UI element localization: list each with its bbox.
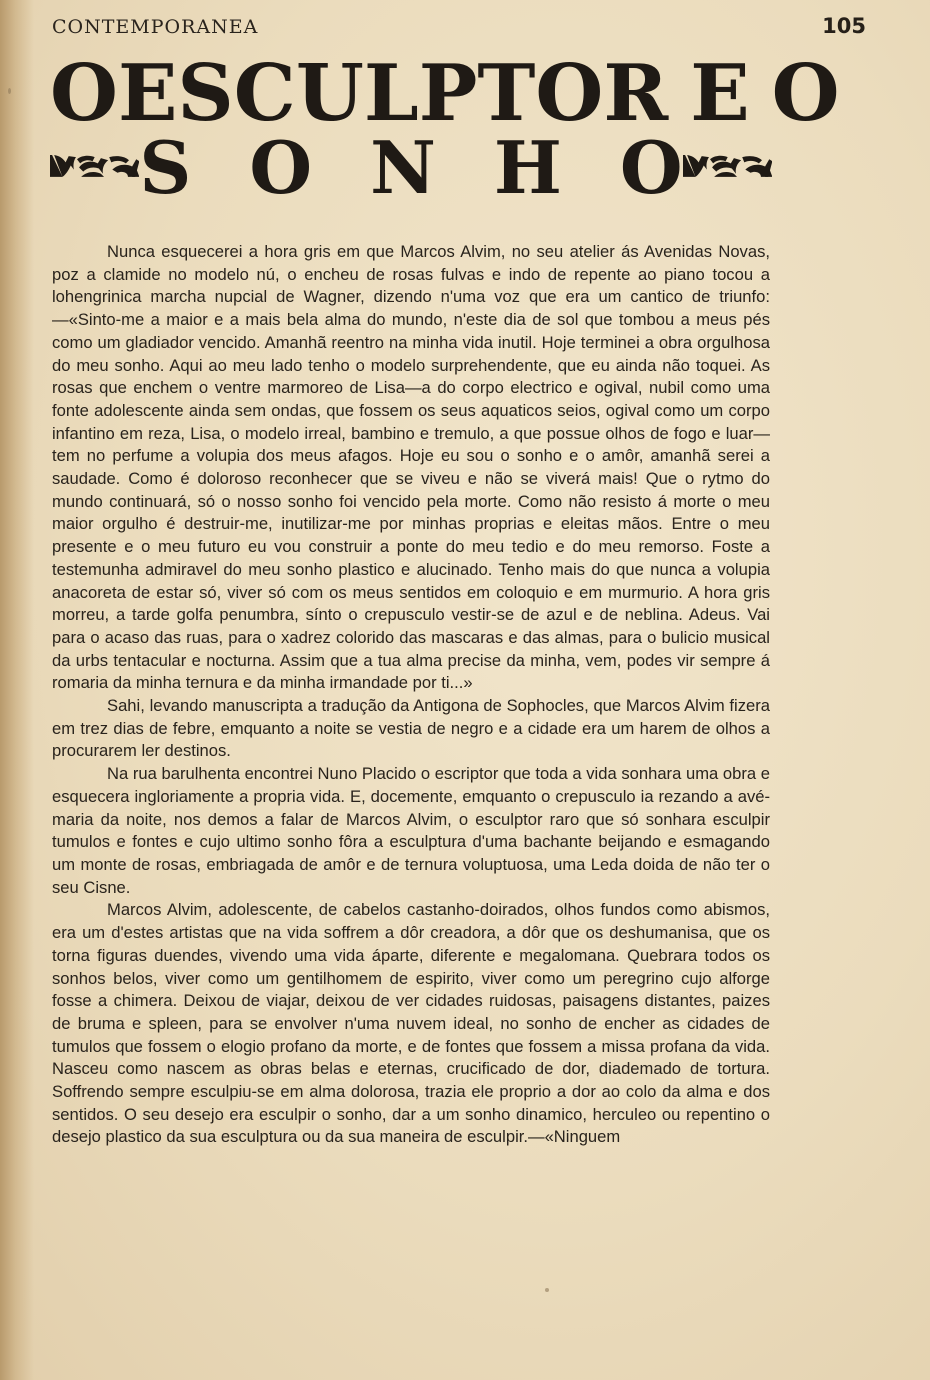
paper-speck [545, 1288, 549, 1292]
art-deco-wave-ornament-icon [683, 142, 772, 192]
title-letter: T [477, 47, 536, 139]
title-letter: U [295, 47, 364, 139]
title-letter: C [233, 47, 296, 139]
page-number: 105 [822, 14, 866, 38]
title-letter: O [249, 124, 313, 210]
title-subline-letters [139, 125, 682, 210]
article-body [52, 241, 770, 1149]
title-letter: S [177, 47, 234, 139]
title-letter: E [117, 47, 178, 139]
article-title-line-2 [50, 124, 772, 210]
page-header [52, 14, 866, 44]
art-deco-wave-ornament-icon [50, 142, 139, 192]
title-letter: E [690, 47, 750, 139]
article-paragraph: Marcos Alvim, adolescente, de cabelos castanho-doirados, olhos fundos como abismos, era um d'estes artistas que na vida soffrem a dôr creadora, a dôr que os deshumanisa, que os torna figuras duendes, vivendo uma vida áparte, diferente e megalomana. Quebrara todos os sonhos belos, viver como um gentilhomem de espirito, viver como um peregrino cujo alforge fosse a chimera. Deixou de viajar, deixou de ver cidades ruidosas, paisagens distantes, paizes de bruma e spleen, para se envolver n'uma nuvem ideal, no sonho de encher as cidades de tumulos que fossem o elogio profano da morte, e de fontes que fossem a missa profana da vida. Nasceu como nascem as obras belas e eternas, crucificado de dor, diademado de tortura. Soffrendo sempre esculpiu-se em alma dolorosa, trazia ele proprio a dor ao colo da alma e dos sentidos. O seu desejo era esculpir o sonho, dar a um sonho dinamico, herculeo ou repentino o desejo plastico da sua esculptura ou da sua maneira de esculpir.—«Ninguem [52, 900, 770, 1147]
article-paragraph: Sahi, levando manuscripta a tradução da Antigona de Sophocles, que Marcos Alvim fizera em trez dias de febre, emquanto a noite se vestia de negro e a cidade era um harem de olhos a procurarem ler destinos. [52, 696, 770, 761]
paper-speck [8, 88, 11, 94]
title-letter: P [418, 47, 478, 139]
running-head: CONTEMPORANEA [52, 16, 259, 38]
title-letter: L [363, 47, 419, 139]
title-letter: N [370, 124, 436, 210]
title-letter: O [50, 47, 118, 139]
title-letter: S [139, 124, 192, 210]
article-paragraph: Nunca esquecerei a hora gris em que Marcos Alvim, no seu atelier ás Avenidas Novas, poz a clamide no modelo nú, o encheu de rosas fulvas e indo de repente ao piano tocou a lohengrinica marcha nupcial de Wagner, dizendo n'uma voz que era um cantico de triunfo: —«Sinto-me a maior e a mais bela alma do mundo, n'este dia de sol que tombou a meus pés como um gladiador vencido. Amanhã reentro na minha vida inutil. Hoje terminei a obra orgulhosa do meu sonho. Aqui ao meu lado tenho o modelo surprehendente, que eu ainda não toquei. As rosas que enchem o ventre marmoreo de Lisa—a do corpo electrico e ogival, nubil como uma fonte adolescente ainda sem ondas, que fossem os seus aquaticos seios, ogival como um corpo infantino em reza, Lisa, o modelo irreal, bambino e tremulo, a que possue olhos de fogo e luar—tem no perfume a volupia dos meus afagos. Hoje eu sou o sonho e o amôr, amanhã serei a saudade. Como é doloroso reconhecer que se viveu e não se viverá mais! Que o rytmo do mundo continuará, só o nosso sonho foi vencido pela morte. Como não resisto á morte o meu maior orgulho é destruir-me, inutilizar-me por minhas proprias e eleitas mãos. Entre o meu presente e o meu futuro eu vou construir a ponte do meu tedio e do meu remorso. Foste a testemunha admiravel do meu sonho plastico e alucinado. Tenho mais do que nunca a volupia anacoreta de estar só, viver só com os meus sentidos em coloquio e em murmurio. A hora gris morreu, a tarde golfa penumbra, sínto o crepusculo vestir-se de azul e de neblina. Adeus. Vai para o acaso das ruas, para o xadrez colorido das mascaras e das almas, para o bulicio musical da urbs tentacular e nocturna. Assim que a tua alma precise da minha, vem, podes vir sempre á romaria da minha ternura e da minha irmandade por ti...» [52, 242, 770, 693]
title-letter: H [493, 124, 562, 210]
article-title-line-1 [50, 47, 840, 139]
title-letter: O [619, 124, 683, 210]
title-letter: R [603, 47, 669, 139]
title-letter: O [771, 47, 840, 139]
title-letter: O [535, 47, 604, 139]
article-paragraph: Na rua barulhenta encontrei Nuno Placido o escriptor que toda a vida sonhara uma obra e esquecera ingloriamente a propria vida. E, docemente, emquanto o crepusculo ia rezando a avé-maria da noite, nos demos a falar de Marcos Alvim, o esculptor raro que só sonhara esculpir tumulos e fontes e cujo ultimo sonho fôra a esculptura d'uma bachante beijando e esmagando um monte de rosas, embriagada de amôr e de ternura voluptuosa, uma Leda doida de não ter o seu Cisne. [52, 764, 770, 897]
